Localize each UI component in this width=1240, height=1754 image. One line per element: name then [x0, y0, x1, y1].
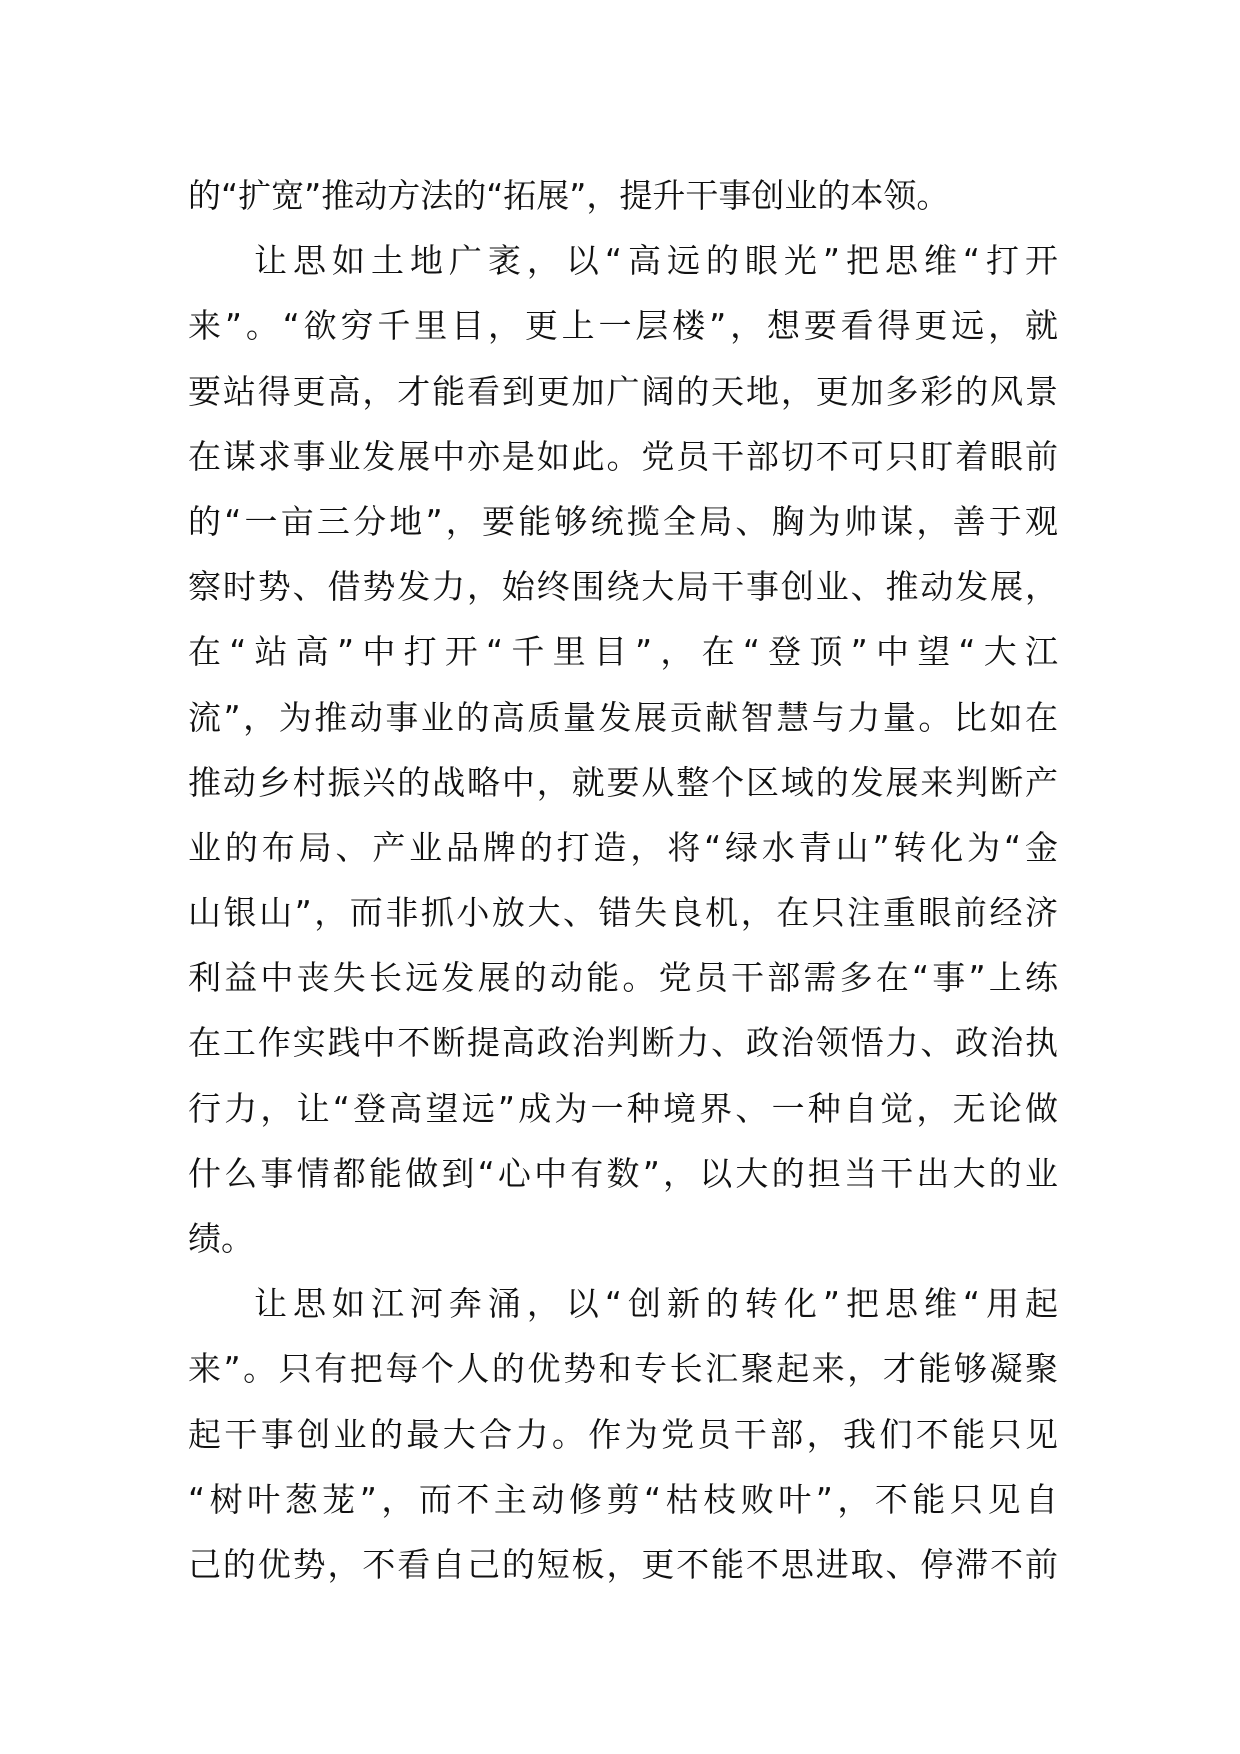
text-line: 要站得更高，才能看到更加广阔的天地，更加多彩的风景	[188, 371, 1058, 411]
text-line: 己的优势，不看自己的短板，更不能不思进取、停滞不前	[188, 1544, 1058, 1584]
paragraph-start-line: 让思如土地广袤，以“高远的眼光”把思维“打开	[254, 241, 1058, 281]
text-line: 山银山”，而非抓小放大、错失良机，在只注重眼前经济	[188, 893, 1058, 933]
text-line: 利益中丧失长远发展的动能。党员干部需多在“事”上练	[188, 958, 1058, 998]
text-line: 察时势、借势发力，始终围绕大局干事创业、推动发展，	[188, 567, 1058, 607]
text-line: 在谋求事业发展中亦是如此。党员干部切不可只盯着眼前	[188, 436, 1058, 476]
document-body	[188, 163, 1058, 1597]
text-line: 起干事创业的最大合力。作为党员干部，我们不能只见	[188, 1414, 1058, 1454]
text-line: 的“扩宽”推动方法的“拓展”，提升干事创业的本领。	[188, 176, 950, 215]
text-line: 推动乡村振兴的战略中，就要从整个区域的发展来判断产	[188, 762, 1058, 802]
text-line: 流”，为推动事业的高质量发展贡献智慧与力量。比如在	[188, 697, 1058, 737]
text-line: 在工作实践中不断提高政治判断力、政治领悟力、政治执	[188, 1023, 1058, 1063]
text-line: 什么事情都能做到“心中有数”，以大的担当干出大的业	[188, 1153, 1058, 1193]
text-line: 行力，让“登高望远”成为一种境界、一种自觉，无论做	[188, 1088, 1058, 1128]
text-line: 在“站高”中打开“千里目”，在“登顶”中望“大江	[188, 632, 1058, 672]
paragraph-start-line: 让思如江河奔涌，以“创新的转化”把思维“用起	[254, 1284, 1058, 1324]
text-line: 的“一亩三分地”，要能够统揽全局、胸为帅谋，善于观	[188, 501, 1058, 541]
text-line: “树叶葱茏”，而不主动修剪“枯枝败叶”，不能只见自	[188, 1479, 1058, 1519]
text-line: 业的布局、产业品牌的打造，将“绿水青山”转化为“金	[188, 827, 1058, 867]
text-line: 来”。只有把每个人的优势和专长汇聚起来，才能够凝聚	[188, 1349, 1058, 1389]
text-line: 来”。“欲穷千里目，更上一层楼”，想要看得更远，就	[188, 306, 1058, 346]
text-line: 绩。	[188, 1219, 254, 1258]
